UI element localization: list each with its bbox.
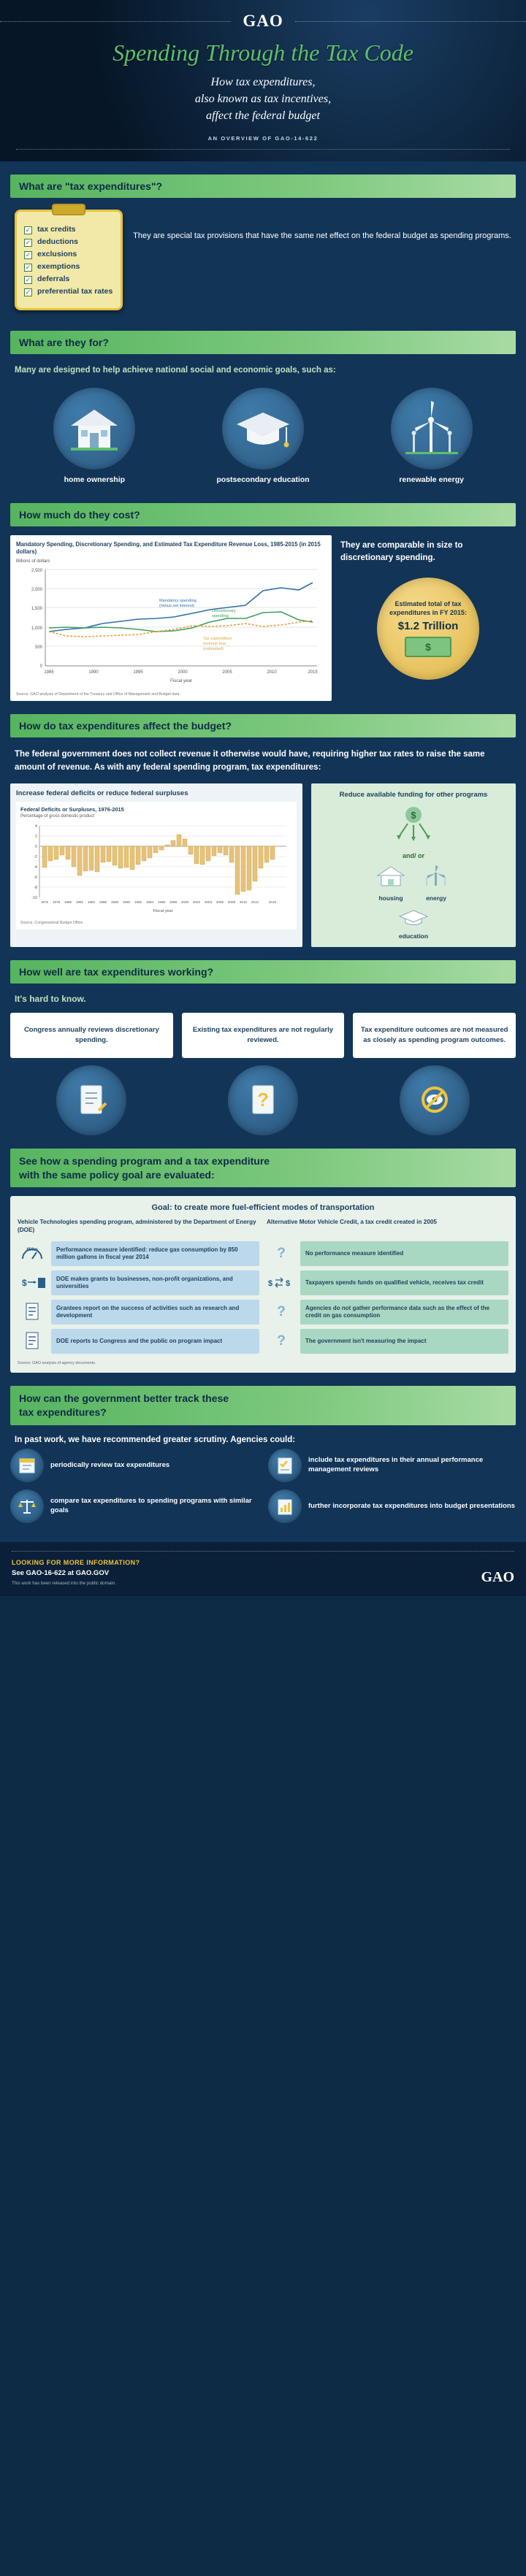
banner-how-much-cost: How much do they cost? [10, 503, 516, 526]
svg-text:1998: 1998 [169, 900, 178, 904]
comparison-text: Agencies do not gather performance data such as the effect of the credit on gas consumption [300, 1300, 508, 1325]
checklist-item [24, 262, 113, 272]
svg-text:500: 500 [34, 645, 42, 651]
svg-text:1978: 1978 [52, 900, 61, 904]
clipboard-clip-icon [52, 204, 85, 215]
svg-text:1976: 1976 [40, 900, 49, 904]
svg-text:2002: 2002 [192, 900, 201, 904]
program-label: energy [426, 894, 446, 902]
svg-text:(estimated): (estimated) [203, 647, 224, 652]
svg-text:1996: 1996 [157, 900, 166, 904]
cost-side-panel [340, 535, 516, 681]
and-or-label: and/ or [402, 851, 424, 859]
svg-text:(minus net interest): (minus net interest) [159, 604, 194, 609]
svg-text:2015: 2015 [268, 900, 277, 904]
recommendation-item [10, 1449, 258, 1482]
recommendation-text: periodically review tax expenditures [50, 1460, 170, 1469]
svg-text:spending: spending [212, 614, 229, 619]
chart-ylabel: Billions of dollars [16, 559, 50, 564]
affected-programs-row [317, 864, 510, 902]
svg-text:1985: 1985 [44, 670, 54, 675]
svg-text:1986: 1986 [99, 900, 107, 904]
dotted-rule-left [0, 21, 231, 22]
report-icon [18, 1302, 47, 1323]
deficit-panel [10, 783, 302, 947]
graduation-cap-icon [222, 388, 304, 469]
definition-block [10, 207, 516, 318]
checklist-item [24, 275, 113, 284]
reduce-funding-header: Reduce available funding for other programs [339, 790, 488, 799]
svg-text:-4: -4 [34, 865, 37, 870]
check-icon: ✓ [25, 226, 31, 234]
calendar-review-icon [10, 1449, 44, 1482]
chart-title: Mandatory Spending, Discretionary Spending, and Estimated Tax Expenditure Revenue Loss, 1985-2015 (in 2015 dollars) [16, 540, 321, 555]
deficit-chart-ylabel: Percentage of gross domestic product [20, 813, 95, 819]
recommendation-item [268, 1449, 516, 1482]
chart-source: Source: GAO analysis of Department of the Treasury and Office of Management and Budget data. [16, 692, 180, 697]
goal-renewable-energy [377, 388, 487, 486]
estimate-amount: $1.2 Trillion [397, 620, 459, 633]
svg-text:1984: 1984 [87, 900, 96, 904]
footer-rule [12, 1551, 514, 1552]
comparison-row [18, 1329, 259, 1354]
house-icon [53, 388, 135, 469]
comparison-text: Performance measure identified: reduce gas consumption by 850 million gallons in fiscal year 2014 [51, 1241, 259, 1266]
svg-text:1982: 1982 [75, 900, 84, 904]
icon-slot [10, 1065, 173, 1135]
check-icon: ✓ [25, 288, 31, 296]
chart-svg [16, 564, 326, 686]
comparison-left-header: Vehicle Technologies spending program, administered by the Department of Energy (DOE) [18, 1219, 256, 1234]
report-icon [18, 1331, 47, 1352]
report-reference: AN OVERVIEW OF GAO-14-622 [207, 134, 319, 142]
svg-text:1990: 1990 [88, 670, 99, 675]
effectiveness-cards [10, 1013, 516, 1058]
svg-text:2010: 2010 [267, 670, 277, 675]
svg-text:2015: 2015 [308, 670, 318, 675]
graduation-cap-icon [397, 908, 430, 927]
deficit-panel-header: Increase federal deficits or reduce federal surpluses [16, 789, 188, 797]
goal-home-ownership [39, 388, 149, 486]
comparison-source: Source: GAO analysis of agency documents. [18, 1361, 96, 1366]
program-energy [420, 864, 452, 902]
subtitle-line-1: How tax expenditures, [210, 76, 316, 88]
comparison-left-column [18, 1218, 259, 1358]
checklist-label: preferential tax rates [37, 287, 113, 296]
footer-heading: LOOKING FOR MORE INFORMATION? [12, 1559, 140, 1567]
money-arrows-icon [392, 805, 435, 844]
page-subtitle [0, 74, 526, 125]
comparison-row [267, 1241, 508, 1266]
gao-logo-footer: GAO [481, 1569, 514, 1586]
estimate-caption: Estimated total of tax expenditures in FY 2015: [389, 600, 467, 616]
dollar-sign: $ [425, 641, 431, 653]
definition-text: They are special tax provisions that have the same net effect on the federal budget as spending programs. [133, 231, 511, 240]
program-housing [375, 864, 407, 902]
checklist-icon [268, 1449, 302, 1482]
checklist-label: deductions [37, 237, 79, 246]
footer-reference[interactable]: See GAO-16-622 at GAO.GOV [12, 1569, 110, 1578]
section-goals [0, 364, 526, 489]
checklist-item [24, 250, 113, 259]
svg-text:Fiscal year: Fiscal year [153, 908, 173, 913]
svg-text:Discretionary: Discretionary [212, 609, 236, 614]
svg-text:Tax expenditure: Tax expenditure [203, 637, 232, 642]
comparison-text: Grantees report on the success of activities such as research and development [51, 1300, 259, 1325]
comparison-panel [10, 1196, 516, 1373]
icon-slot [182, 1065, 345, 1135]
comparison-row [18, 1300, 259, 1325]
svg-text:2000: 2000 [180, 900, 189, 904]
checklist-label: tax credits [37, 224, 76, 234]
banner-what-are-tax-expenditures: What are "tax expenditures"? [10, 175, 516, 198]
svg-text:2008: 2008 [227, 900, 236, 904]
svg-text:2010: 2010 [239, 900, 248, 904]
svg-text:1990: 1990 [122, 900, 131, 904]
checklist-item [24, 225, 113, 234]
comparison-columns [18, 1218, 508, 1358]
estimate-circle [377, 578, 479, 680]
comparison-row [18, 1241, 259, 1266]
section-recommendations [0, 1435, 526, 1530]
wind-turbine-icon [391, 388, 473, 469]
comparison-right-column [267, 1218, 508, 1358]
banner-track-line2: tax expenditures? [19, 1406, 107, 1419]
svg-text:1988: 1988 [110, 900, 119, 904]
checklist-label: deferrals [37, 275, 70, 284]
svg-text:-2: -2 [34, 854, 37, 859]
checklist-label: exclusions [37, 249, 77, 258]
program-label: education [398, 932, 429, 940]
header-logo-row [0, 10, 526, 32]
recommendation-item [268, 1490, 516, 1523]
svg-text:$: $ [22, 1277, 27, 1288]
svg-text:2012: 2012 [251, 900, 259, 904]
svg-text:2005: 2005 [222, 670, 232, 675]
banner-affect-budget: How do tax expenditures affect the budget? [10, 714, 516, 737]
svg-text:1980: 1980 [64, 900, 72, 904]
goal-postsecondary-education [208, 388, 318, 486]
check-icon: ✓ [25, 250, 31, 258]
banner-what-are-they-for: What are they for? [10, 331, 516, 354]
check-icon: ✓ [25, 238, 31, 246]
svg-text:1994: 1994 [145, 900, 154, 904]
icon-slot [353, 1065, 516, 1135]
section-budget-effect [0, 748, 526, 947]
dotted-rule-right [295, 21, 526, 22]
svg-text:2004: 2004 [204, 900, 213, 904]
footer-note: This work has been released into the public domain. [12, 1581, 116, 1587]
recommendation-text: compare tax expenditures to spending programs with similar goals [50, 1497, 252, 1515]
svg-text:$: $ [268, 1279, 273, 1288]
svg-text:1992: 1992 [134, 900, 142, 904]
svg-text:?: ? [257, 1088, 269, 1111]
question-icon: ? [277, 1333, 286, 1349]
svg-text:2000: 2000 [178, 670, 188, 675]
checklist-item [24, 287, 113, 296]
check-icon: ✓ [25, 276, 31, 284]
svg-text:revenue loss: revenue loss [203, 642, 226, 647]
comparison-row [18, 1270, 259, 1295]
svg-text:-6: -6 [34, 875, 37, 880]
banner-comparison-line1: See how a spending program and a tax expenditure [19, 1154, 270, 1167]
svg-text:-10: -10 [31, 895, 37, 900]
gas-gauge-icon [18, 1244, 47, 1264]
svg-text:4: 4 [35, 824, 37, 829]
svg-text:1,500: 1,500 [31, 607, 42, 612]
svg-text:2,000: 2,000 [31, 588, 42, 593]
banner-track-line1: How can the government better track these [19, 1392, 229, 1405]
svg-text:Fiscal year: Fiscal year [170, 678, 192, 684]
question-icon: ? [277, 1304, 286, 1320]
money-exchange-icon [267, 1274, 296, 1292]
gao-logo: GAO [243, 12, 283, 30]
subtitle-line-3: affect the federal budget [206, 110, 320, 123]
svg-text:2: 2 [35, 834, 37, 839]
svg-text:Mandatory spending: Mandatory spending [159, 599, 197, 604]
svg-text:$: $ [286, 1279, 291, 1288]
svg-text:0: 0 [39, 664, 42, 670]
money-building-icon [18, 1273, 47, 1293]
goal-label: renewable energy [399, 475, 464, 485]
recommendation-item [10, 1490, 258, 1523]
recommendation-text: further incorporate tax expenditures into budget presentations [308, 1501, 515, 1510]
recommendations-intro: In past work, we have recommended greater scrutiny. Agencies could: [15, 1435, 296, 1445]
effectiveness-card: Tax expenditure outcomes are not measured as closely as spending program outcomes. [353, 1013, 516, 1058]
goal-circles [10, 388, 516, 490]
effectiveness-card: Existing tax expenditures are not regularly reviewed. [182, 1013, 345, 1058]
effectiveness-subtitle: It's hard to know. [15, 993, 86, 1004]
comparison-text: No performance measure identified [300, 1241, 508, 1266]
svg-text:-8: -8 [34, 885, 37, 890]
page-title: Spending Through the Tax Code [113, 39, 413, 66]
clipboard [15, 210, 123, 311]
document-review-icon [56, 1065, 126, 1135]
svg-text:2006: 2006 [216, 900, 224, 904]
svg-text:0: 0 [35, 844, 37, 849]
comparison-row [267, 1270, 508, 1295]
comparison-text: The government isn't measuring the impact [300, 1329, 508, 1354]
effectiveness-card: Congress annually reviews discretionary spending. [10, 1013, 173, 1058]
banner-comparison-line2: with the same policy goal are evaluated: [19, 1168, 215, 1181]
program-education [317, 908, 510, 940]
wind-turbine-icon [420, 864, 452, 889]
deficit-chart-svg [20, 819, 292, 915]
recommendation-text: include tax expenditures in their annual performance management reviews [308, 1456, 484, 1474]
budget-paragraph: The federal government does not collect revenue it otherwise would have, requiring higher tax rates to raise the same amount of revenue. As with any federal spending program, tax expenditures: [15, 750, 485, 773]
comparison-text: DOE reports to Congress and the public on program impact [51, 1329, 259, 1354]
header [0, 0, 526, 161]
question-document-icon [228, 1065, 298, 1135]
comparison-goal: Goal: to create more fuel-efficient modes of transportation [151, 1203, 375, 1213]
subtitle-line-2: also known as tax incentives, [194, 93, 332, 106]
comparison-text: Taxpayers spends funds on qualified vehicle, receives tax credit [300, 1270, 508, 1295]
program-label: housing [378, 894, 403, 902]
house-icon [375, 864, 407, 889]
section-cost [0, 535, 526, 701]
svg-text:850m: 850m [26, 1247, 38, 1252]
checklist-label: exemptions [37, 261, 80, 271]
reduce-funding-panel [311, 783, 516, 947]
spending-chart [10, 535, 332, 701]
goal-label: postsecondary education [216, 475, 310, 485]
banner-how-well-working: How well are tax expenditures working? [10, 960, 516, 984]
check-icon: ✓ [25, 263, 31, 271]
checklist-item [24, 237, 113, 247]
effectiveness-icons [10, 1065, 516, 1135]
cost-side-text: They are comparable in size to discretionary spending. [340, 540, 463, 563]
deficit-chart-title: Federal Deficits or Surpluses, 1976-2015 [20, 805, 124, 813]
question-icon: ? [277, 1246, 286, 1262]
section-definition [0, 207, 526, 318]
header-bottom-rule [16, 149, 511, 150]
money-bill-icon [405, 637, 451, 657]
section-comparison [0, 1196, 526, 1373]
goal-label: home ownership [64, 475, 126, 485]
bar-chart-icon [268, 1490, 302, 1523]
no-measure-icon [400, 1065, 470, 1135]
comparison-row [267, 1300, 508, 1325]
deficit-chart-source: Source: Congressional Budget Office. [20, 920, 84, 925]
comparison-row [267, 1329, 508, 1354]
comparison-right-header: Alternative Motor Vehicle Credit, a tax credit created in 2005 [267, 1219, 437, 1226]
svg-text:1995: 1995 [133, 670, 143, 675]
cost-chart-row [10, 535, 516, 701]
budget-columns [10, 783, 516, 947]
svg-text:1,000: 1,000 [31, 626, 42, 632]
comparison-text: DOE makes grants to businesses, non-profit organizations, and universities [51, 1270, 259, 1295]
banner-comparison [10, 1149, 516, 1188]
svg-text:2,500: 2,500 [31, 569, 42, 574]
scales-icon [10, 1490, 44, 1523]
section-effectiveness [0, 994, 526, 1135]
recommendations-grid [10, 1449, 516, 1530]
goals-lead-text: Many are designed to help achieve national social and economic goals, such as: [15, 366, 336, 375]
footer [0, 1542, 526, 1596]
svg-text:$: $ [411, 809, 416, 821]
banner-better-track [10, 1386, 516, 1425]
